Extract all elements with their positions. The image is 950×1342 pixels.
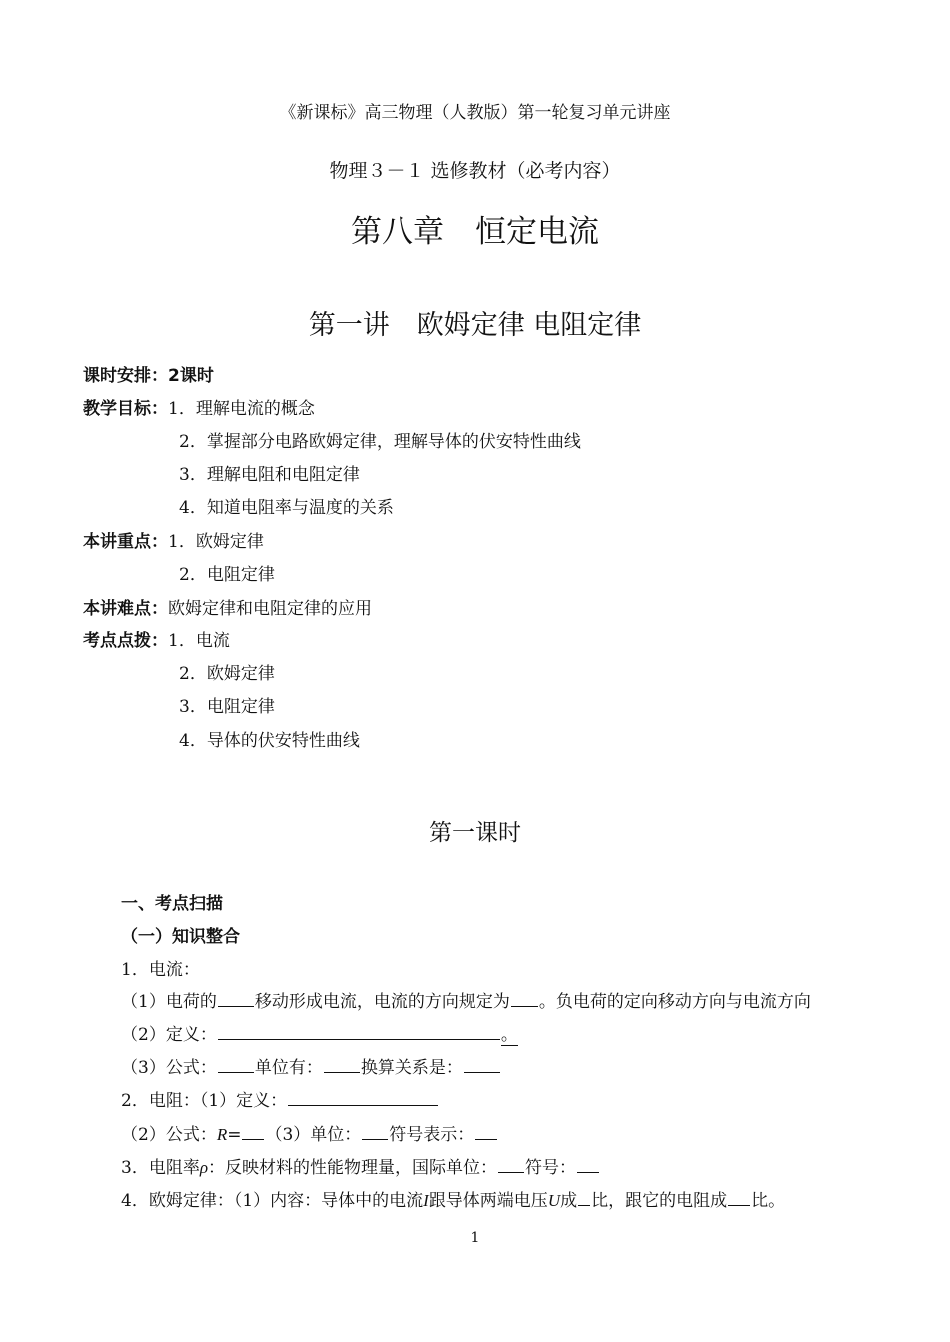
blank-line: [498, 1157, 524, 1173]
section-heading: 一、考点扫描: [121, 894, 223, 914]
focus-item: 1．欧姆定律: [168, 532, 264, 552]
text: 符号表示：: [389, 1125, 475, 1145]
difficulty-value: 欧姆定律和电阻定律的应用: [168, 599, 372, 619]
subtitle: 物理３－１ 选修教材（必考内容）: [329, 160, 621, 182]
item-ohm-law: [121, 1186, 785, 1211]
schedule-value: 2课时: [168, 366, 214, 386]
schedule-row: [83, 361, 214, 386]
page-number: 1: [470, 1230, 480, 1246]
blank-line: [218, 991, 254, 1007]
subsection-heading: （一）知识整合: [121, 927, 240, 947]
text: 单位有：: [254, 1058, 323, 1078]
difficulty-row: [83, 594, 372, 619]
blank-line: [324, 1057, 360, 1073]
blank-line: [578, 1190, 590, 1206]
blank-line: [242, 1124, 264, 1140]
blank-line: [577, 1157, 599, 1173]
text: （3）单位：: [265, 1125, 362, 1145]
text: 3．电阻率: [121, 1158, 200, 1178]
text: 4．欧姆定律：（1）内容：导体中的电流: [121, 1191, 424, 1211]
blank-line: [464, 1057, 500, 1073]
symbol-r: R: [216, 1125, 228, 1144]
chapter-title: 第八章 恒定电流: [351, 214, 599, 250]
item-current-1: [121, 987, 811, 1012]
goals-row: [83, 394, 315, 419]
point-item: 4．导体的伏安特性曲线: [179, 731, 360, 751]
text: （2）公式：: [121, 1125, 217, 1145]
lesson-title: 第一课时: [429, 820, 521, 846]
symbol-u: U: [547, 1191, 561, 1210]
symbol-i: I: [423, 1191, 429, 1210]
text: （2）定义：: [121, 1025, 217, 1045]
text: （1）电荷的: [121, 992, 217, 1012]
symbol-rho: ρ: [199, 1158, 208, 1177]
points-row: [83, 626, 230, 651]
text: 。负电荷的定向移动方向与电流方向: [538, 992, 811, 1012]
blank-line: [475, 1124, 497, 1140]
lecture-title: 第一讲 欧姆定律 电阻定律: [308, 310, 642, 341]
points-label: 考点点拨：: [83, 631, 168, 651]
item-current-3: [121, 1053, 501, 1078]
blank-line: [728, 1190, 750, 1206]
point-item: 2．欧姆定律: [179, 664, 275, 684]
focus-label: 本讲重点：: [83, 532, 168, 552]
text: 符号：: [525, 1158, 576, 1178]
text: =: [227, 1125, 242, 1145]
text: 跟导体两端电压: [428, 1191, 548, 1211]
item-current: 1．电流：: [121, 960, 200, 980]
point-item: 3．电阻定律: [179, 697, 275, 717]
blank-line: [511, 991, 538, 1007]
item-resistance-2: [121, 1120, 498, 1145]
blank-line: [218, 1057, 254, 1073]
point-item: 1．电流: [168, 631, 230, 651]
series-title: 《新课标》高三物理（人教版）第一轮复习单元讲座: [279, 103, 671, 123]
item-resistivity: [121, 1153, 600, 1178]
text: 比。: [751, 1191, 786, 1211]
text: 2．电阻：（1）定义：: [121, 1091, 288, 1111]
text: 成: [560, 1191, 578, 1211]
schedule-label: 课时安排：: [83, 366, 168, 386]
blank-line: [362, 1124, 388, 1140]
text: 。: [500, 1025, 518, 1045]
blank-line: [288, 1090, 438, 1106]
goal-item: 2．掌握部分电路欧姆定律，理解导体的伏安特性曲线: [179, 432, 581, 452]
goal-item: 1．理解电流的概念: [168, 399, 315, 419]
difficulty-label: 本讲难点：: [83, 599, 168, 619]
focus-row: [83, 527, 264, 552]
text: 移动形成电流，电流的方向规定为: [254, 992, 510, 1012]
item-current-2: [121, 1020, 518, 1045]
text: 换算关系是：: [360, 1058, 463, 1078]
item-resistance: [121, 1086, 439, 1111]
goals-label: 教学目标：: [83, 399, 168, 419]
text: ：反映材料的性能物理量，国际单位：: [208, 1158, 497, 1178]
focus-item: 2．电阻定律: [179, 565, 275, 585]
text: （3）公式：: [121, 1058, 217, 1078]
blank-line: [218, 1024, 500, 1040]
text: 比，跟它的电阻成: [591, 1191, 728, 1211]
goal-item: 4．知道电阻率与温度的关系: [179, 498, 394, 518]
goal-item: 3．理解电阻和电阻定律: [179, 465, 360, 485]
